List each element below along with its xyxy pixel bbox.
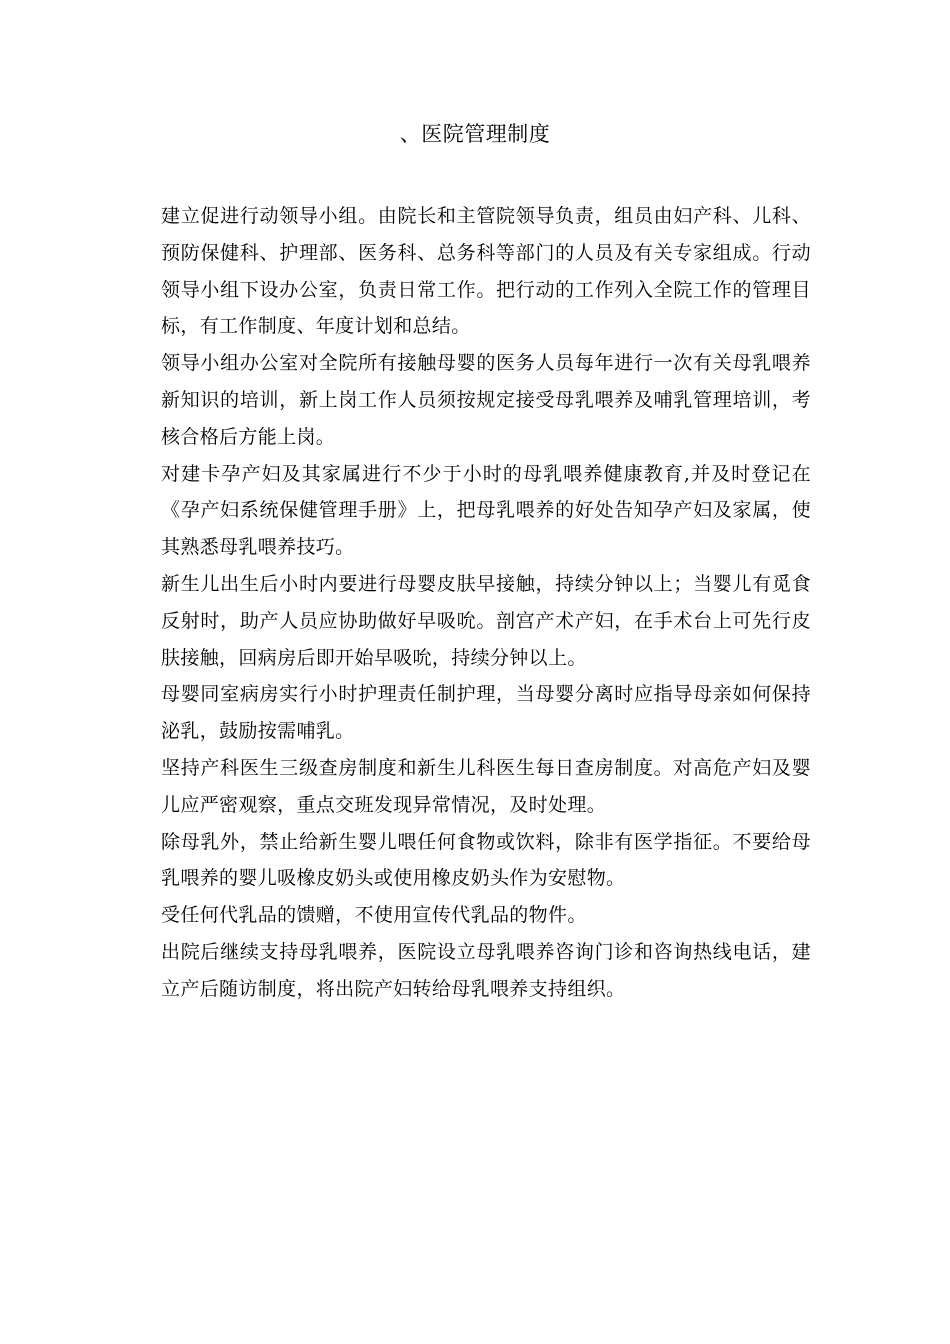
- paragraph-7: 除母乳外，禁止给新生婴儿喂任何食物或饮料，除非有医学指征。不要给母乳喂养的婴儿吸橡皮奶头或使用橡皮奶头作为安慰物。: [161, 830, 811, 890]
- paragraph-6: 坚持产科医生三级查房制度和新生儿科医生每日查房制度。对高危产妇及婴儿应严密观察，重点交班发现异常情况，及时处理。: [161, 756, 811, 816]
- paragraph-1: 建立促进行动领导小组。由院长和主管院领导负责，组员由妇产科、儿科、预防保健科、护理部、医务科、总务科等部门的人员及有关专家组成。行动领导小组下设办公室，负责日常工作。把行动的工作列入全院工作的管理目标，有工作制度、年度计划和总结。: [161, 205, 811, 338]
- paragraph-4: 新生儿出生后小时内要进行母婴皮肤早接触，持续分钟以上；当婴儿有觅食反射时，助产人员应协助做好早吸吮。剖宫产术产妇，在手术台上可先行皮肤接触，回病房后即开始早吸吮，持续分钟以上。: [161, 572, 811, 669]
- paragraph-5: 母婴同室病房实行小时护理责任制护理，当母婴分离时应指导母亲如何保持泌乳，鼓励按需哺乳。: [161, 683, 811, 743]
- paragraph-3: 对建卡孕产妇及其家属进行不少于小时的母乳喂养健康教育,并及时登记在《孕产妇系统保健管理手册》上，把母乳喂养的好处告知孕产妇及家属，使其熟悉母乳喂养技巧。: [161, 462, 811, 559]
- paragraph-9: 出院后继续支持母乳喂养，医院设立母乳喂养咨询门诊和咨询热线电话，建立产后随访制度，将出院产妇转给母乳喂养支持组织。: [161, 940, 811, 1000]
- paragraph-8: 受任何代乳品的馈赠，不使用宣传代乳品的物件。: [161, 904, 587, 927]
- document-title: 、医院管理制度: [399, 122, 551, 146]
- paragraph-2: 领导小组办公室对全院所有接触母婴的医务人员每年进行一次有关母乳喂养新知识的培训，新上岗工作人员须按规定接受母乳喂养及哺乳管理培训，考核合格后方能上岗。: [161, 352, 811, 448]
- document-body: [161, 198, 811, 1008]
